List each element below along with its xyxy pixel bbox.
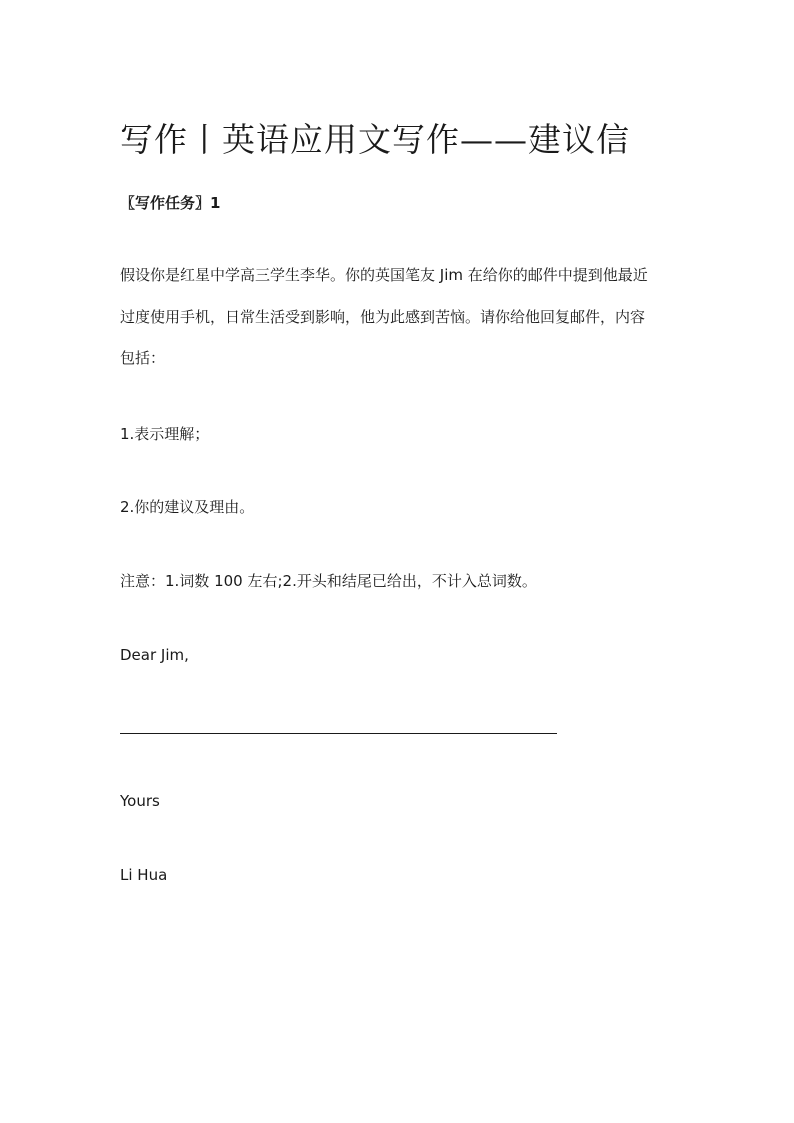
- requirement-item-2: 2.你的建议及理由。: [120, 498, 255, 516]
- requirement-item-1: 1.表示理解；: [120, 425, 210, 443]
- prompt-line-1: 假设你是红星中学高三学生李华。你的英国笔友 Jim 在给你的邮件中提到他最近: [120, 266, 648, 284]
- prompt-line-2: 过度使用手机，日常生活受到影响，他为此感到苦恼。请你给他回复邮件，内容: [120, 308, 646, 326]
- document-title: 写作丨英语应用文写作——建议信: [120, 120, 630, 159]
- letter-closing: Yours: [120, 792, 160, 810]
- task-heading: 〖写作任务〗1: [120, 194, 221, 212]
- answer-blank-line[interactable]: [120, 733, 557, 734]
- letter-greeting: Dear Jim,: [120, 646, 189, 664]
- word-count-note: 注意：1.词数 100 左右;2.开头和结尾已给出，不计入总词数。: [120, 572, 537, 590]
- letter-signature: Li Hua: [120, 866, 168, 884]
- prompt-line-3: 包括：: [120, 349, 166, 367]
